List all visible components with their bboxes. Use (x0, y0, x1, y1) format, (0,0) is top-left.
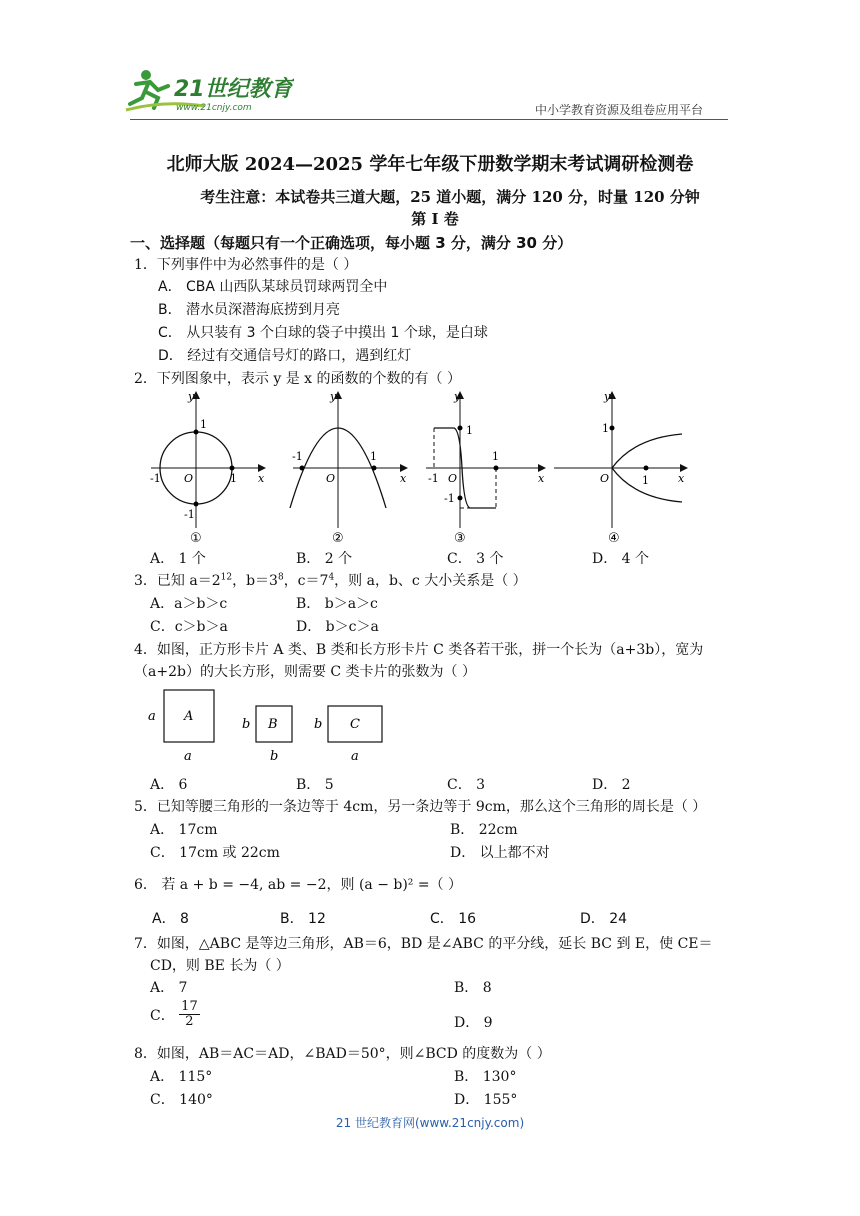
svg-text:O: O (184, 472, 194, 485)
q7-option-c: C． $\frac{17}{2}$ (150, 999, 198, 1030)
q5-stem: 5．已知等腰三角形的一条边等于 4cm，另一条边等于 9cm，那么这个三角形的周长是（ ） (134, 799, 707, 815)
q7-option-d: D． 9 (454, 1015, 493, 1031)
q2-option-c: C． 3 个 (447, 551, 504, 567)
q4-cards-figure (146, 688, 396, 772)
q1-option-d: D． 经过有交通信号灯的路口，遇到红灯 (158, 348, 412, 364)
svg-text:1: 1 (230, 472, 237, 485)
q8-option-b: B． 130° (454, 1069, 517, 1085)
svg-text:1: 1 (602, 422, 609, 435)
q4-option-d: D． 2 (592, 777, 631, 793)
q2-function-graphs (146, 388, 706, 552)
svg-text:1: 1 (642, 474, 649, 487)
svg-text:1: 1 (200, 418, 207, 431)
q1-option-c: C． 从只装有 3 个白球的袋子中摸出 1 个球，是白球 (158, 325, 488, 341)
header-divider (130, 119, 728, 120)
svg-text:a: a (184, 749, 192, 764)
q7-stem-line1: 7．如图，△ABC 是等边三角形，AB＝6，BD 是∠ABC 的平分线，延长 BC 到 E，使 CE＝ (134, 936, 713, 952)
q4-option-b: B． 5 (296, 777, 334, 793)
graph-label-3: ③ (454, 531, 466, 546)
svg-text:y: y (454, 390, 461, 403)
q6-stem: 6． 若 a + b = −4, ab = −2，则 (a − b)² =（ ） (134, 877, 463, 893)
svg-text:x: x (258, 472, 265, 485)
svg-text:b: b (314, 717, 323, 732)
q2-option-b: B． 2 个 (296, 551, 353, 567)
svg-text:A: A (184, 709, 194, 724)
svg-text:1: 1 (492, 450, 499, 463)
header-platform-text: 中小学教育资源及组卷应用平台 (535, 103, 704, 117)
q1-option-a: A． CBA 山西队某球员罚球两罚全中 (158, 279, 388, 295)
q7-option-a: A． 7 (150, 980, 188, 996)
q4-stem-line1: 4．如图，正方形卡片 A 类、B 类和长方形卡片 C 类各若干张，拼一个长为（a+3b），宽为 (134, 642, 704, 658)
q8-option-d: D． 155° (454, 1092, 518, 1108)
graph-4-sideways (554, 390, 686, 546)
section-heading: 一、选择题（每题只有一个正确选项，每小题 3 分，满分 30 分） (130, 234, 573, 252)
svg-text:O: O (600, 472, 610, 485)
q8-option-a: A． 115° (150, 1069, 213, 1085)
q8-stem: 8．如图，AB＝AC＝AD，∠BAD＝50°，则∠BCD 的度数为（ ） (134, 1046, 551, 1062)
svg-text:www.21cnjy.com: www.21cnjy.com (176, 103, 252, 113)
svg-text:-1: -1 (428, 472, 439, 485)
svg-text:y: y (330, 390, 337, 403)
q6-option-a: A． 8 (152, 911, 189, 927)
graph-label-2: ② (332, 531, 344, 546)
svg-text:B: B (268, 717, 278, 732)
q1-option-b: B． 潜水员深潜海底捞到月亮 (158, 302, 341, 318)
svg-text:a: a (148, 709, 156, 724)
svg-text:-1: -1 (444, 492, 455, 505)
page-title: 北师大版 2024—2025 学年七年级下册数学期末考试调研检测卷 (166, 154, 694, 175)
q6-option-b: B． 12 (280, 911, 326, 927)
svg-text:y: y (604, 390, 611, 403)
q2-option-a: A． 1 个 (150, 551, 206, 567)
fraction-17-2: $\frac{17}{2}$ (181, 999, 198, 1030)
q3-stem: 3．已知 $a=2^{12}$，$b=3^8$，$c=7^4$，则 a，b、c 大小关系是（ ） (134, 572, 527, 589)
q6-option-c: C． 16 (430, 911, 477, 927)
q2-option-d: D． 4 个 (592, 551, 650, 567)
svg-text:O: O (326, 472, 336, 485)
graph-3-step (426, 390, 545, 546)
q6-option-d: D． 24 (580, 911, 628, 927)
q7-option-b: B． 8 (454, 980, 492, 996)
page-footer[interactable]: 21 世纪教育网(www.21cnjy.com) (335, 1116, 525, 1130)
q8-option-c: C． 140° (150, 1092, 213, 1108)
svg-text:21世纪教育: 21世纪教育 (174, 77, 293, 102)
q3-option-c: C．c＞b＞a (150, 619, 228, 635)
svg-text:x: x (400, 472, 407, 485)
q5-option-b: B． 22cm (450, 822, 518, 838)
site-logo (124, 66, 294, 116)
q3-option-d: D． b＞c＞a (296, 619, 379, 635)
q5-option-d: D． 以上都不对 (450, 845, 550, 861)
q2-stem: 2．下列图象中，表示 y 是 x 的函数的个数的有（ ） (134, 371, 461, 387)
svg-text:-1: -1 (292, 450, 303, 463)
svg-text:-1: -1 (184, 508, 195, 521)
q3-option-a: A．a＞b＞c (150, 596, 228, 612)
exam-notice: 考生注意：本试卷共三道大题，25 道小题，满分 120 分，时量 120 分钟 (200, 188, 700, 206)
svg-text:1: 1 (466, 424, 473, 437)
graph-label-1: ① (190, 531, 202, 546)
svg-text:x: x (538, 472, 545, 485)
svg-text:1: 1 (370, 450, 377, 463)
svg-text:a: a (351, 749, 359, 764)
q5-option-c: C． 17cm 或 22cm (150, 845, 280, 861)
q4-option-a: A． 6 (150, 777, 188, 793)
svg-text:b: b (242, 717, 251, 732)
svg-text:O: O (448, 472, 458, 485)
q4-option-c: C． 3 (447, 777, 486, 793)
svg-text:C: C (350, 717, 360, 732)
graph-2-parabola (290, 390, 407, 546)
q1-stem: 1．下列事件中为必然事件的是（ ） (134, 257, 358, 273)
card-b (242, 706, 292, 764)
svg-text:b: b (270, 749, 279, 764)
graph-label-4: ④ (608, 531, 620, 546)
svg-text:-1: -1 (150, 472, 161, 485)
volume-label: 第 I 卷 (411, 210, 459, 228)
card-a (148, 690, 214, 764)
graph-1-circle (150, 390, 265, 546)
q5-option-a: A． 17cm (150, 822, 218, 838)
q3-option-b: B． b＞a＞c (296, 596, 378, 612)
q4-stem-line2: （a+2b）的大长方形，则需要 C 类卡片的张数为（ ） (134, 664, 477, 680)
card-c (314, 706, 382, 764)
q7-stem-line2: CD，则 BE 长为（ ） (150, 958, 290, 974)
svg-text:x: x (678, 472, 685, 485)
svg-text:y: y (188, 390, 195, 403)
